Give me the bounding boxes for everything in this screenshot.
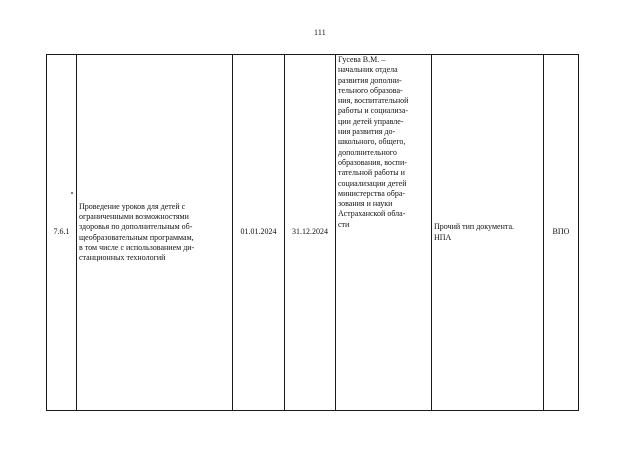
- responsible-line: школьного, общего,: [338, 137, 406, 147]
- responsible-line: Гусева В.М. –: [338, 55, 386, 64]
- table-row: [47, 55, 579, 411]
- responsible-line: ции детей управле-: [338, 116, 404, 126]
- responsible-line: Астраханской обла-: [338, 209, 406, 219]
- responsible-line: дополнительного: [338, 147, 397, 157]
- row-number: 7.6.1: [47, 55, 77, 411]
- end-date: 31.12.2024: [285, 55, 336, 411]
- responsible-line: развития дополни-: [338, 75, 402, 85]
- document-type: [432, 55, 544, 411]
- task-line: в том числе с использованием ди-: [79, 242, 195, 252]
- responsible-line: образования, воспи-: [338, 157, 407, 167]
- page-number: 111: [313, 28, 326, 37]
- responsible-line: начальник отдела: [338, 65, 398, 75]
- document-line: Прочий тип документа.: [434, 222, 514, 232]
- responsible-line: работы и социализа-: [338, 106, 409, 116]
- task-line: щеобразовательным программам,: [79, 232, 194, 242]
- responsible-line: социализации детей: [338, 178, 407, 188]
- plan-table: [46, 54, 579, 411]
- responsible-line: министерства обра-: [338, 188, 406, 198]
- responsible-line: зования и науки: [338, 199, 393, 209]
- responsible-line: ния, воспитательной: [338, 96, 409, 106]
- responsible-person: [336, 55, 432, 411]
- responsible-line: тательной работы и: [338, 168, 405, 178]
- start-date: 01.01.2024: [233, 55, 285, 411]
- result-code: ВПО: [544, 55, 579, 411]
- responsible-line: тельного образова-: [338, 85, 403, 95]
- task-description: [77, 55, 233, 411]
- document-line: НПА: [434, 232, 452, 242]
- task-line: здоровья по дополнительным об-: [79, 222, 193, 232]
- task-line: ограниченными возможностями: [79, 211, 189, 221]
- task-line: Проведение уроков для детей с: [79, 201, 186, 211]
- task-line: станционных технологий: [79, 253, 166, 263]
- responsible-line: ния развития до-: [338, 127, 396, 137]
- scan-speck: [71, 192, 73, 194]
- responsible-line: сти: [338, 219, 350, 229]
